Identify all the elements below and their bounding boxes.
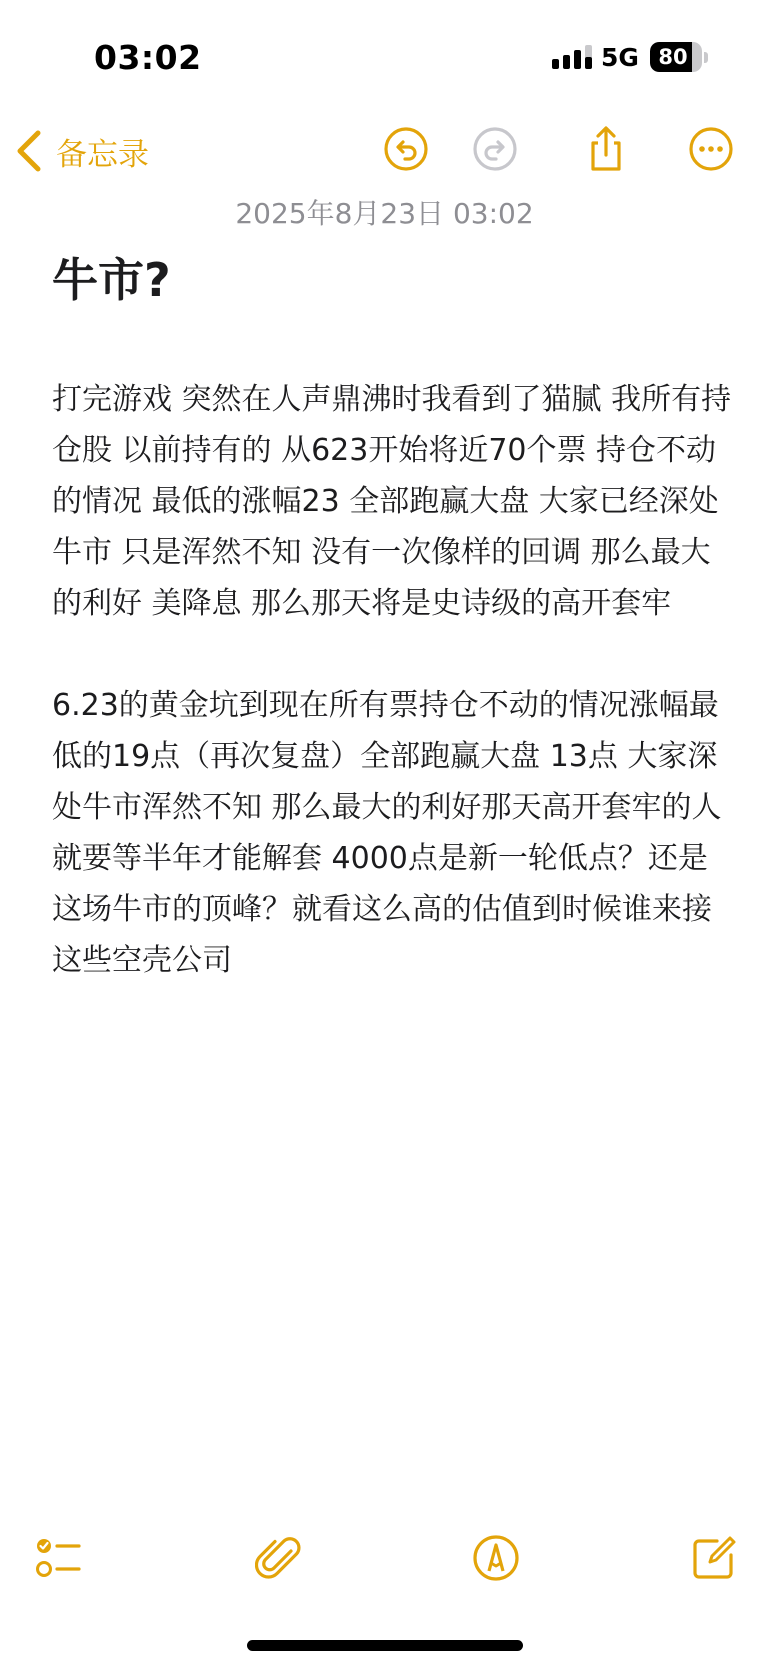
- redo-button[interactable]: [470, 122, 520, 176]
- redo-icon: [471, 125, 519, 173]
- status-time: 03:02: [94, 38, 202, 77]
- share-button[interactable]: [581, 122, 631, 176]
- note-title[interactable]: 牛市?: [52, 253, 171, 307]
- compose-button[interactable]: [688, 1532, 740, 1584]
- note-date: 2025年8月23日 03:02: [235, 197, 534, 230]
- undo-button[interactable]: [381, 122, 431, 176]
- back-label: 备忘录: [56, 136, 149, 173]
- network-type: 5G: [601, 43, 639, 72]
- more-icon: [687, 125, 735, 173]
- checklist-icon: [35, 1533, 85, 1583]
- note-body[interactable]: [52, 374, 732, 1037]
- chevron-left-icon: [14, 129, 44, 173]
- checklist-button[interactable]: [34, 1532, 86, 1584]
- home-indicator[interactable]: [247, 1640, 523, 1651]
- status-bar: [0, 0, 769, 110]
- compose-icon: [689, 1533, 739, 1583]
- cellular-signal-icon: [552, 45, 594, 71]
- undo-icon: [382, 125, 430, 173]
- navigation-bar: [0, 112, 769, 188]
- note-paragraph[interactable]: 6.23的黄金坑到现在所有票持仓不动的情况涨幅最低的19点（再次复盘）全部跑赢大盘 13点 大家深处牛市浑然不知 那么最大的利好那天高开套牢的人 就要等半年才能解套 4000点是新一轮低点？还是这场牛市的顶峰？就看这么高的估值到时候谁来接这些空壳公司: [52, 688, 722, 978]
- markup-pen-icon: [471, 1533, 521, 1583]
- back-button[interactable]: [14, 126, 149, 176]
- battery-icon: [650, 42, 708, 72]
- share-icon: [582, 125, 630, 173]
- paperclip-icon: [255, 1533, 305, 1583]
- note-paragraph[interactable]: 打完游戏 突然在人声鼎沸时我看到了猫腻 我所有持仓股 以前持有的 从623开始将近70个票 持仓不动的情况 最低的涨幅23 全部跑赢大盘 大家已经深处牛市 只是浑然不知 没有一次像样的回调 那么最大的利好 美降息 那么那天将是史诗级的高开套牢: [52, 382, 732, 621]
- more-options-button[interactable]: [686, 122, 736, 176]
- bottom-toolbar: [0, 1528, 769, 1588]
- markup-button[interactable]: [470, 1532, 522, 1584]
- battery-level: 80: [658, 45, 688, 69]
- attach-button[interactable]: [254, 1532, 306, 1584]
